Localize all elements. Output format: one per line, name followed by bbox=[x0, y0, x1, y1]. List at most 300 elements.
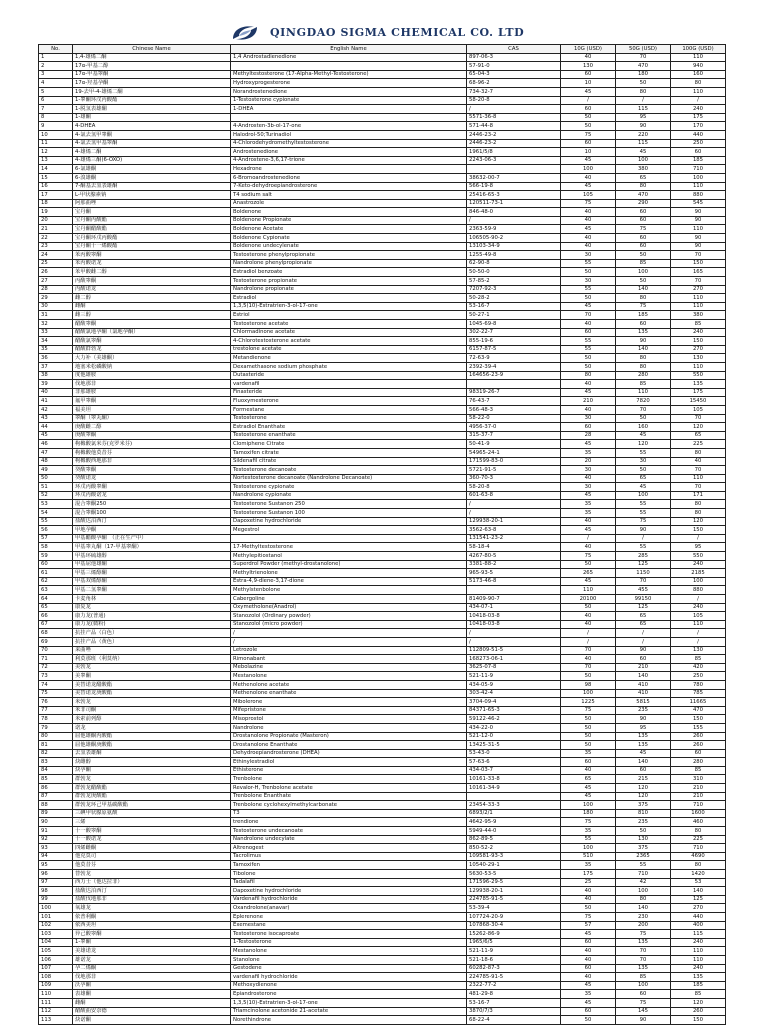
cell-english-name: Norandrostenedione bbox=[231, 87, 467, 96]
cell-price-100g: 4690 bbox=[671, 852, 726, 861]
cell-price-50g: 42 bbox=[616, 878, 671, 887]
table-row bbox=[39, 122, 726, 131]
cell-english-name: Methyltrienolone bbox=[231, 569, 467, 578]
table-row bbox=[39, 835, 726, 844]
cell-no: 57 bbox=[39, 534, 73, 543]
cell-price-10g: 20100 bbox=[561, 595, 616, 604]
cell-cas: 10540-29-1 bbox=[467, 861, 561, 870]
cell-chinese-name: 美睾酮 bbox=[73, 672, 231, 681]
cell-no: 40 bbox=[39, 388, 73, 397]
cell-cas: 65-04-3 bbox=[467, 70, 561, 79]
cell-english-name: trestolone acetate bbox=[231, 345, 467, 354]
table-row bbox=[39, 603, 726, 612]
table-row bbox=[39, 930, 726, 939]
price-list-table bbox=[38, 44, 726, 1025]
cell-cas: / bbox=[467, 637, 561, 646]
cell-chinese-name: 三烯 bbox=[73, 818, 231, 827]
cell-no: 44 bbox=[39, 423, 73, 432]
cell-chinese-name: 甲基睾丸酮（17-甲基睾酮） bbox=[73, 543, 231, 552]
table-row bbox=[39, 732, 726, 741]
cell-price-100g: / bbox=[671, 637, 726, 646]
cell-no: 2 bbox=[39, 62, 73, 71]
cell-price-100g: 210 bbox=[671, 784, 726, 793]
table-row bbox=[39, 53, 726, 62]
table-row bbox=[39, 715, 726, 724]
cell-price-100g: 710 bbox=[671, 165, 726, 174]
cell-chinese-name: 雌酮 bbox=[73, 998, 231, 1007]
cell-no: 79 bbox=[39, 723, 73, 732]
cell-price-50g: 60 bbox=[616, 242, 671, 251]
cell-price-50g: 60 bbox=[616, 320, 671, 329]
cell-cas: 2243-06-3 bbox=[467, 156, 561, 165]
cell-price-50g: 50 bbox=[616, 79, 671, 88]
column-header-price-10g: 10G (USD) bbox=[561, 45, 616, 54]
cell-chinese-name: 睾酮（睾丸酮） bbox=[73, 414, 231, 423]
table-row bbox=[39, 328, 726, 337]
cell-price-100g: 80 bbox=[671, 509, 726, 518]
cell-price-10g: 50 bbox=[561, 732, 616, 741]
cell-english-name: Drostanolone Enanthate bbox=[231, 741, 467, 750]
cell-price-100g: 175 bbox=[671, 113, 726, 122]
cell-no: 88 bbox=[39, 801, 73, 810]
cell-price-50g: 50 bbox=[616, 827, 671, 836]
cell-no: 76 bbox=[39, 698, 73, 707]
table-row bbox=[39, 964, 726, 973]
cell-price-10g: 35 bbox=[561, 448, 616, 457]
cell-english-name: Revalor-H, Trenbolone acetate bbox=[231, 784, 467, 793]
cell-price-100g: 240 bbox=[671, 560, 726, 569]
cell-price-10g: 40 bbox=[561, 955, 616, 964]
cell-chinese-name: 甲基屈他雄酮 bbox=[73, 560, 231, 569]
cell-english-name: Testosterone Sustanon 100 bbox=[231, 509, 467, 518]
cell-price-100g: 225 bbox=[671, 440, 726, 449]
cell-cas: 171596-29-5 bbox=[467, 878, 561, 887]
cell-price-50g: 135 bbox=[616, 964, 671, 973]
table-row bbox=[39, 139, 726, 148]
cell-cas: 862-89-5 bbox=[467, 835, 561, 844]
cell-price-10g: 100 bbox=[561, 801, 616, 810]
cell-price-100g: 85 bbox=[671, 320, 726, 329]
table-row bbox=[39, 457, 726, 466]
cell-no: 8 bbox=[39, 113, 73, 122]
cell-chinese-name: 1-雄酮 bbox=[73, 113, 231, 122]
cell-no: 111 bbox=[39, 998, 73, 1007]
cell-price-50g: 85 bbox=[616, 259, 671, 268]
cell-english-name: Cabergoline bbox=[231, 595, 467, 604]
cell-english-name: Fluoxymesterone bbox=[231, 397, 467, 406]
cell-price-100g: 280 bbox=[671, 758, 726, 767]
cell-no: 62 bbox=[39, 577, 73, 586]
cell-cas: 68-22-4 bbox=[467, 1016, 561, 1025]
cell-price-50g: 140 bbox=[616, 345, 671, 354]
document-header bbox=[0, 0, 768, 44]
cell-cas: 2446-23-2 bbox=[467, 130, 561, 139]
table-row bbox=[39, 672, 726, 681]
cell-chinese-name: 屈他雄酮丙酸酯 bbox=[73, 732, 231, 741]
cell-price-10g: 35 bbox=[561, 749, 616, 758]
cell-english-name: Oxymetholone(Anadrol) bbox=[231, 603, 467, 612]
cell-no: 97 bbox=[39, 878, 73, 887]
cell-no: 53 bbox=[39, 500, 73, 509]
cell-chinese-name: 氟甲睾酮 bbox=[73, 397, 231, 406]
cell-cas: / bbox=[467, 105, 561, 114]
cell-price-100g: 420 bbox=[671, 663, 726, 672]
cell-chinese-name: 沃孕酮 bbox=[73, 981, 231, 990]
table-row bbox=[39, 629, 726, 638]
cell-price-100g: 90 bbox=[671, 234, 726, 243]
cell-chinese-name: 美替诺龙醋酸酯 bbox=[73, 680, 231, 689]
cell-english-name: vardenafil hydrochloride bbox=[231, 973, 467, 982]
cell-cas: 434-07-1 bbox=[467, 603, 561, 612]
cell-cas: 57-91-0 bbox=[467, 62, 561, 71]
cell-price-100g: 100 bbox=[671, 173, 726, 182]
cell-cas: 7207-92-3 bbox=[467, 285, 561, 294]
cell-price-10g: 75 bbox=[561, 818, 616, 827]
cell-no: 66 bbox=[39, 612, 73, 621]
cell-cas: 54965-24-1 bbox=[467, 448, 561, 457]
cell-price-100g: 400 bbox=[671, 921, 726, 930]
cell-price-10g: 45 bbox=[561, 182, 616, 191]
cell-price-10g: 50 bbox=[561, 268, 616, 277]
cell-price-10g: 55 bbox=[561, 337, 616, 346]
column-header-price-50g: 50G (USD) bbox=[616, 45, 671, 54]
cell-cas: 521-12-0 bbox=[467, 732, 561, 741]
cell-cas: 303-42-4 bbox=[467, 689, 561, 698]
cell-no: 45 bbox=[39, 431, 73, 440]
cell-english-name: Trenbolone cyclohexylmethylcarbonate bbox=[231, 801, 467, 810]
cell-no: 36 bbox=[39, 354, 73, 363]
cell-price-100g: 240 bbox=[671, 328, 726, 337]
cell-english-name: 1-Testosterone cypionate bbox=[231, 96, 467, 105]
cell-price-10g: 510 bbox=[561, 852, 616, 861]
cell-cas: 734-32-7 bbox=[467, 87, 561, 96]
cell-chinese-name: 甲基双烯醇酮 bbox=[73, 577, 231, 586]
cell-cas: 81409-90-7 bbox=[467, 595, 561, 604]
cell-price-100g: 85 bbox=[671, 655, 726, 664]
cell-cas: 57-63-6 bbox=[467, 758, 561, 767]
cell-cas: 3562-63-8 bbox=[467, 526, 561, 535]
cell-chinese-name: 醋酸睾酮 bbox=[73, 320, 231, 329]
cell-price-10g: 25 bbox=[561, 878, 616, 887]
cell-english-name: Boldenone bbox=[231, 208, 467, 217]
cell-chinese-name: 盐酸达泊西汀 bbox=[73, 517, 231, 526]
cell-price-100g: 260 bbox=[671, 1007, 726, 1016]
table-row bbox=[39, 706, 726, 715]
table-row bbox=[39, 663, 726, 672]
cell-price-10g: 45 bbox=[561, 302, 616, 311]
cell-price-10g: 35 bbox=[561, 500, 616, 509]
cell-no: 80 bbox=[39, 732, 73, 741]
cell-chinese-name: 宝丹酮十一烯酸酯 bbox=[73, 242, 231, 251]
cell-chinese-name: 17α-羟基孕酮 bbox=[73, 79, 231, 88]
cell-cas: 2392-39-4 bbox=[467, 362, 561, 371]
cell-cas: 53-16-7 bbox=[467, 302, 561, 311]
cell-no: 68 bbox=[39, 629, 73, 638]
cell-cas: 72-63-9 bbox=[467, 354, 561, 363]
cell-cas: 434-22-0 bbox=[467, 723, 561, 732]
cell-chinese-name: 依普利酮 bbox=[73, 912, 231, 921]
cell-price-50g: 50 bbox=[616, 466, 671, 475]
cell-cas: 58-20-8 bbox=[467, 483, 561, 492]
cell-price-50g: 290 bbox=[616, 199, 671, 208]
cell-cas: 521-11-9 bbox=[467, 672, 561, 681]
table-row bbox=[39, 912, 726, 921]
cell-english-name: Nortestosterone decanoate (Nandrolone Decanoate) bbox=[231, 474, 467, 483]
cell-price-10g: 50 bbox=[561, 603, 616, 612]
table-row bbox=[39, 208, 726, 217]
cell-no: 49 bbox=[39, 466, 73, 475]
cell-price-10g: 65 bbox=[561, 775, 616, 784]
cell-cas: 58-18-4 bbox=[467, 543, 561, 552]
cell-price-10g: 30 bbox=[561, 251, 616, 260]
cell-price-10g: 45 bbox=[561, 491, 616, 500]
cell-english-name: Testosterone enanthate bbox=[231, 431, 467, 440]
cell-price-50g: 185 bbox=[616, 311, 671, 320]
cell-price-100g: 170 bbox=[671, 122, 726, 131]
cell-price-50g: 710 bbox=[616, 870, 671, 879]
cell-price-50g: 5815 bbox=[616, 698, 671, 707]
cell-price-50g: 70 bbox=[616, 947, 671, 956]
cell-chinese-name: 4-氯去氢甲基睾酮 bbox=[73, 139, 231, 148]
table-row bbox=[39, 156, 726, 165]
table-row bbox=[39, 818, 726, 827]
table-row bbox=[39, 199, 726, 208]
cell-price-10g: 60 bbox=[561, 423, 616, 432]
cell-cas: 965-93-5 bbox=[467, 569, 561, 578]
cell-price-50g: 60 bbox=[616, 990, 671, 999]
cell-price-100g: 210 bbox=[671, 792, 726, 801]
cell-price-100g: 940 bbox=[671, 62, 726, 71]
column-header-chinese-name: Chinese Name bbox=[73, 45, 231, 54]
cell-price-50g: 80 bbox=[616, 895, 671, 904]
cell-price-100g: 270 bbox=[671, 904, 726, 913]
cell-price-10g: 105 bbox=[561, 191, 616, 200]
cell-cas: 2363-59-9 bbox=[467, 225, 561, 234]
table-row bbox=[39, 758, 726, 767]
cell-no: 39 bbox=[39, 380, 73, 389]
cell-cas: / bbox=[467, 216, 561, 225]
cell-price-50g: 120 bbox=[616, 784, 671, 793]
cell-price-100g: 65 bbox=[671, 431, 726, 440]
cell-english-name: Tibolone bbox=[231, 870, 467, 879]
cell-no: 113 bbox=[39, 1016, 73, 1025]
cell-price-10g: 100 bbox=[561, 844, 616, 853]
cell-price-50g: 45 bbox=[616, 483, 671, 492]
cell-cas: 107724-20-9 bbox=[467, 912, 561, 921]
cell-price-10g: 50 bbox=[561, 294, 616, 303]
cell-english-name bbox=[231, 62, 467, 71]
cell-price-50g: 70 bbox=[616, 577, 671, 586]
table-row bbox=[39, 414, 726, 423]
cell-price-50g: 100 bbox=[616, 981, 671, 990]
cell-price-100g: 80 bbox=[671, 861, 726, 870]
cell-price-100g: 70 bbox=[671, 414, 726, 423]
cell-price-50g: 60 bbox=[616, 766, 671, 775]
cell-price-50g: 135 bbox=[616, 938, 671, 947]
cell-chinese-name: 炔雌醇 bbox=[73, 758, 231, 767]
cell-english-name: 1,3,5(10)-Estratrien-3-ol-17-one bbox=[231, 998, 467, 1007]
cell-english-name: Ethinylestradiol bbox=[231, 758, 467, 767]
cell-cas: 434-03-7 bbox=[467, 766, 561, 775]
cell-chinese-name: 混合睾酮250 bbox=[73, 500, 231, 509]
cell-no: 112 bbox=[39, 1007, 73, 1016]
cell-no: 73 bbox=[39, 672, 73, 681]
cell-chinese-name: 他克莫司 bbox=[73, 852, 231, 861]
cell-price-10g: 130 bbox=[561, 62, 616, 71]
cell-price-100g: 175 bbox=[671, 388, 726, 397]
cell-price-50g: 45 bbox=[616, 749, 671, 758]
cell-chinese-name: 枸橼酸氯米芬(克罗米芬) bbox=[73, 440, 231, 449]
cell-no: 81 bbox=[39, 741, 73, 750]
cell-price-10g: 55 bbox=[561, 285, 616, 294]
cell-english-name: 7-Keto-dehydroepiandrosterone bbox=[231, 182, 467, 191]
cell-english-name: Tamoxifen citrate bbox=[231, 448, 467, 457]
cell-no: 108 bbox=[39, 973, 73, 982]
cell-price-50g: 80 bbox=[616, 87, 671, 96]
cell-english-name: Superdrol Powder (methyl-drostanolone) bbox=[231, 560, 467, 569]
cell-no: 23 bbox=[39, 242, 73, 251]
cell-price-10g: / bbox=[561, 637, 616, 646]
table-row bbox=[39, 277, 726, 286]
cell-english-name: Mestanolone bbox=[231, 947, 467, 956]
cell-english-name: Boldenone Propionate bbox=[231, 216, 467, 225]
cell-price-10g: 1225 bbox=[561, 698, 616, 707]
cell-no: 91 bbox=[39, 827, 73, 836]
cell-cas: 2446-23-2 bbox=[467, 139, 561, 148]
cell-price-100g: 115 bbox=[671, 930, 726, 939]
cell-english-name: Letrozole bbox=[231, 646, 467, 655]
cell-price-100g: 240 bbox=[671, 105, 726, 114]
cell-price-50g: 145 bbox=[616, 1007, 671, 1016]
cell-price-50g: 115 bbox=[616, 105, 671, 114]
cell-chinese-name: 米索前列醇 bbox=[73, 715, 231, 724]
cell-price-50g: 810 bbox=[616, 809, 671, 818]
cell-price-50g: 135 bbox=[616, 328, 671, 337]
cell-chinese-name: 4-雄烯三酮(6-OXO) bbox=[73, 156, 231, 165]
cell-price-10g: 40 bbox=[561, 380, 616, 389]
cell-price-50g: 90 bbox=[616, 1016, 671, 1025]
cell-chinese-name: 群勃龙环己甲基碳酸酯 bbox=[73, 801, 231, 810]
cell-chinese-name: 混合睾酮100 bbox=[73, 509, 231, 518]
cell-no: 93 bbox=[39, 844, 73, 853]
cell-cas: 3870/7/3 bbox=[467, 1007, 561, 1016]
cell-price-100g: 1600 bbox=[671, 809, 726, 818]
cell-chinese-name: 丙酸睾酮 bbox=[73, 277, 231, 286]
cell-no: 74 bbox=[39, 680, 73, 689]
cell-english-name: Boldenone Acetate bbox=[231, 225, 467, 234]
cell-cas: 3625-07-8 bbox=[467, 663, 561, 672]
cell-no: 9 bbox=[39, 122, 73, 131]
cell-price-10g: 45 bbox=[561, 981, 616, 990]
cell-chinese-name: 苯丙酸睾酮 bbox=[73, 251, 231, 260]
cell-price-10g: 40 bbox=[561, 973, 616, 982]
cell-chinese-name: 康力龙(普通) bbox=[73, 612, 231, 621]
cell-no: 96 bbox=[39, 870, 73, 879]
cell-cas: 566-48-3 bbox=[467, 405, 561, 414]
cell-price-10g: 45 bbox=[561, 156, 616, 165]
cell-price-10g: 50 bbox=[561, 122, 616, 131]
table-row bbox=[39, 878, 726, 887]
cell-chinese-name: 醋酸曲安奈德 bbox=[73, 1007, 231, 1016]
cell-price-50g: 200 bbox=[616, 921, 671, 930]
cell-price-100g: 150 bbox=[671, 337, 726, 346]
table-row bbox=[39, 191, 726, 200]
cell-price-50g: 125 bbox=[616, 560, 671, 569]
cell-chinese-name: 康力龙(微粉) bbox=[73, 620, 231, 629]
cell-price-10g: 40 bbox=[561, 887, 616, 896]
cell-price-10g: 20 bbox=[561, 457, 616, 466]
table-row bbox=[39, 586, 726, 595]
cell-price-10g: 40 bbox=[561, 612, 616, 621]
cell-price-100g: 150 bbox=[671, 715, 726, 724]
cell-price-100g: 710 bbox=[671, 844, 726, 853]
cell-price-10g: 75 bbox=[561, 199, 616, 208]
cell-english-name: Rimonabant bbox=[231, 655, 467, 664]
cell-no: 18 bbox=[39, 199, 73, 208]
table-row bbox=[39, 165, 726, 174]
cell-cas: 481-29-8 bbox=[467, 990, 561, 999]
cell-chinese-name: 甲基二氢睾酮 bbox=[73, 586, 231, 595]
cell-chinese-name: 米勃龙 bbox=[73, 698, 231, 707]
cell-cas: 5630-53-5 bbox=[467, 870, 561, 879]
table-row bbox=[39, 405, 726, 414]
cell-no: 90 bbox=[39, 818, 73, 827]
cell-price-50g: / bbox=[616, 534, 671, 543]
cell-chinese-name: 6-氯雄酮 bbox=[73, 165, 231, 174]
cell-price-100g: 11665 bbox=[671, 698, 726, 707]
cell-price-10g: 45 bbox=[561, 930, 616, 939]
table-row bbox=[39, 749, 726, 758]
table-row bbox=[39, 775, 726, 784]
cell-price-50g: 80 bbox=[616, 354, 671, 363]
cell-price-10g: 40 bbox=[561, 208, 616, 217]
cell-price-50g: 100 bbox=[616, 156, 671, 165]
cell-price-100g: 240 bbox=[671, 964, 726, 973]
cell-chinese-name: 抗挂产品（黄色） bbox=[73, 637, 231, 646]
cell-chinese-name: 度他雄胺 bbox=[73, 371, 231, 380]
cell-cas: 4956-37-0 bbox=[467, 423, 561, 432]
cell-chinese-name: 盐酸伐地那非 bbox=[73, 895, 231, 904]
cell-price-100g: 110 bbox=[671, 294, 726, 303]
cell-price-50g: 50 bbox=[616, 251, 671, 260]
cell-english-name: Eplerenone bbox=[231, 912, 467, 921]
cell-chinese-name: 环戊丙酸诺龙 bbox=[73, 491, 231, 500]
cell-english-name: Boldenone undecylenate bbox=[231, 242, 467, 251]
cell-price-10g: 40 bbox=[561, 234, 616, 243]
cell-price-10g: 45 bbox=[561, 577, 616, 586]
cell-price-100g: 880 bbox=[671, 586, 726, 595]
cell-price-100g: 270 bbox=[671, 285, 726, 294]
cell-price-50g: 70 bbox=[616, 405, 671, 414]
cell-price-100g: 550 bbox=[671, 371, 726, 380]
cell-english-name: Estradiol benzoate bbox=[231, 268, 467, 277]
cell-price-50g: 85 bbox=[616, 973, 671, 982]
cell-cas: 164656-23-9 bbox=[467, 371, 561, 380]
table-row bbox=[39, 362, 726, 371]
cell-no: 17 bbox=[39, 191, 73, 200]
cell-cas: 53-43-0 bbox=[467, 749, 561, 758]
cell-price-10g: 175 bbox=[561, 870, 616, 879]
table-row bbox=[39, 234, 726, 243]
cell-price-50g: 50 bbox=[616, 414, 671, 423]
cell-chinese-name: 6-溴雄酮 bbox=[73, 173, 231, 182]
cell-price-10g: 98 bbox=[561, 680, 616, 689]
table-row bbox=[39, 268, 726, 277]
cell-no: 102 bbox=[39, 921, 73, 930]
cell-cas: 224785-91-5 bbox=[467, 895, 561, 904]
table-row bbox=[39, 766, 726, 775]
cell-price-50g: 85 bbox=[616, 380, 671, 389]
